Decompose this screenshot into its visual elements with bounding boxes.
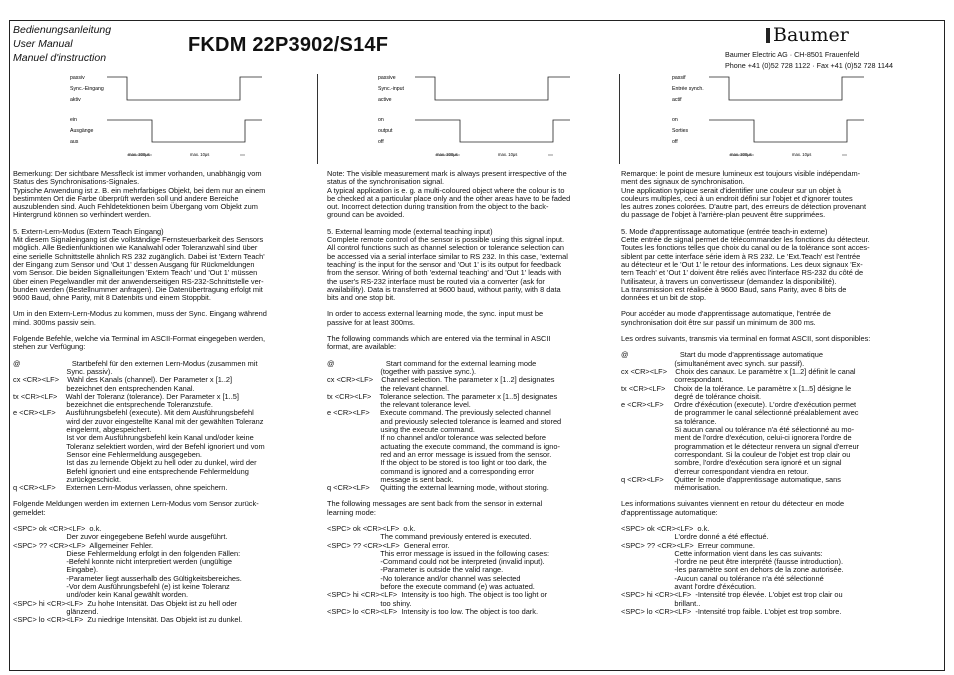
- output-signal-line: [709, 120, 864, 142]
- diagram-label: on: [672, 117, 678, 123]
- sync-signal-line: [415, 77, 570, 100]
- text-column-en: [327, 170, 570, 616]
- diagram-label: on: [378, 117, 384, 123]
- paragraph: 5. External learning mode (external teaching input) Complete remote control of the sensor is possible using this signal input. All control functions such as channel selection or tolerance selection can be accessed via a serial interface similar to RS 232. In this case, 'external teaching' is the input for the sensor and 'Out 1' is its output for feedback from the sensor. Wiring of both 'external teaching' and 'Out 1' leads with the user's RS-232 interface must be routed via a converter (ask for availability). Data is transferred at 9600 baud, without parity, with 8 data bits and one stop bit.: [327, 226, 568, 303]
- diagram-label: output: [378, 128, 393, 134]
- brand-logo-bar: [766, 28, 770, 43]
- timing-diagram-fr: [664, 70, 894, 165]
- paragraph: <SPC> ok <CR><LF> o.k. Der zuvor eingegebene Befehl wurde ausgeführt. <SPC> ?? <CR><LF> Allgemeiner Fehler. Diese Fehlermeldung erfolgt in den folgenden Fällen: -Befehl konnte nicht interpretiert werden (ungültige Eingabe). -Parameter liegt ausserhalb des Gültigkeitsbereiches. -Vor dem Ausführungsbefehl (e) ist keine Toleranz und/oder kein Kanal gewählt worden. <SPC> hi <CR><LF> Zu hohe Intensität. Das Objekt ist zu hell oder glänzend. <SPC> lo <CR><LF> Zu niedrige Intensität. Das Objekt ist zu dunkel.: [13, 523, 243, 625]
- diagram-label: aktiv: [70, 97, 81, 103]
- paragraph: @ Start command for the external learning mode (together with passive sync.). cx <CR><LF> Channel selection. The parameter x [1..2] designates the relevant channel. tx <CR><LF> Tolerance selection. The parameter x [1..5] designates the relevant tolerance level. e <CR><LF> Execute command. The previously selected channel and previously selected tolerance is learned and stored using the execute command. If no channel and/or tolerance was selected before actuating the execute command, the command is igno- red and an error message is issued from the sensor. If the object to be stored is too light or too dark, the command is ignored and a corresponding error message is sent back. q <CR><LF> Quitting the external learning mode, without storing.: [327, 358, 562, 493]
- diagram-label: active: [378, 97, 392, 103]
- timing-diagram-svg: [62, 70, 292, 165]
- delay-label-1: max. 300μs: [436, 152, 458, 157]
- diagram-label: passif: [672, 75, 686, 81]
- diagram-label: ein: [70, 117, 77, 123]
- timing-diagram-de: [62, 70, 292, 165]
- brand-logo: Baumer: [773, 24, 849, 46]
- paragraph: Folgende Befehle, welche via Terminal im ASCII-Format eingegeben werden, stehen zur Verfügung:: [13, 334, 266, 352]
- lang-fr: Manuel d'instruction: [13, 52, 107, 64]
- diagram-label: Sync.-Eingang: [70, 86, 104, 92]
- paragraph: 5. Extern-Lern-Modus (Extern Teach Eingang) Mit diesem Signaleingang ist die vollständige Fernsteuerbarkeit des Sensors möglich. Alle Bedienfunktionen wie Kanalwahl oder Toleranzwahl sind über eine serielle Schnittstelle ähnlich RS 232 zugänglich. Dabei ist 'Extern Teach' der Eingang zum Sensor und 'Out 1' dessen Ausgang für Rückmeldungen vom Sensor. Die beiden Signalleitungen 'Extern Teach' und 'Out 1' müssen über einen Pegelwandler mit der anwenderseitigen RS-232-Schnittstelle ver- bunden werden (Bestellnummer anfragen). Die Datenübertragung erfolgt mit 9600 Baud, ohne Parity, mit 8 Datenbits und einem Stoppbit.: [13, 226, 265, 303]
- delay-label-2: max. 10μs: [190, 152, 210, 157]
- paragraph: Folgende Meldungen werden im externen Lern-Modus vom Sensor zurück- gemeldet:: [13, 499, 259, 517]
- paragraph: Remarque: le point de mesure lumineux est toujours visible indépendam- ment des signaux de synchronisation. Une application typique serait d'identifier une couleur sur un objet à couleurs multiples, ceci à un endroit défini sur l'objet et d'ignorer toutes les autres zones colorées. D'autre part, des erreurs de détection provenant du passage de l'objet à l'arrière-plan peuvent être supprimées.: [621, 169, 867, 220]
- lang-en: User Manual: [13, 38, 73, 50]
- delay-label-1: max. 300μs: [128, 152, 150, 157]
- diagram-label: aus: [70, 139, 79, 145]
- diagram-label: off: [672, 139, 678, 145]
- diagram-label: Entrée synch.: [672, 86, 704, 92]
- output-signal-line: [107, 120, 262, 142]
- column-divider: [317, 74, 318, 164]
- lang-de: Bedienungsanleitung: [13, 24, 112, 36]
- paragraph: Les ordres suivants, transmis via terminal en format ASCII, sont disponibles:: [621, 334, 871, 344]
- paragraph: In order to access external learning mode, the sync. input must be passive for at least 300ms.: [327, 309, 544, 327]
- diagram-label: actif: [672, 97, 682, 103]
- paragraph: <SPC> ok <CR><LF> o.k. L'ordre donné a été effectué. <SPC> ?? <CR><LF> Erreur commune. Cette information vient dans les cas suivants: -l'ordre ne peut être interprété (fausse introduction). -les paramètre sont en dehors de la zone autorisée. -Aucun canal ou tolérance n'a été sélectionné avant l'ordre d'éxécution. <SPC> hi <CR><LF> -Intensité trop élevée. L'objet est trop clair ou brillant.. <SPC> lo <CR><LF> -Intensité trop faible. L'objet est trop sombre.: [621, 523, 844, 616]
- diagram-label: off: [378, 139, 384, 145]
- delay-label-2: max. 10μs: [792, 152, 812, 157]
- document-title: FKDM 22P3902/S14F: [188, 34, 389, 56]
- diagram-label: passiv: [70, 75, 85, 81]
- sync-signal-line: [107, 77, 262, 100]
- output-signal-line: [415, 120, 570, 142]
- paragraph: Bemerkung: Der sichtbare Messfleck ist immer vorhanden, unabhängig vom Status des Synchronisations-Signales. Typische Anwendung ist z. B. ein mehrfarbiges Objekt, bei dem nur an einem bestimmten Ort die Farbe überprüft werden soll und andere Bereiche auszublenden sind. Auch Fehldetektionen beim Übergang vom Objekt zum Hintergrund können so verhindert werden.: [13, 169, 266, 220]
- paragraph: Les informations suivantes viennent en retour du détecteur en mode d'apprentissage automatique:: [621, 499, 845, 517]
- paragraph: Um in den Extern-Lern-Modus zu kommen, muss der Sync. Eingang während mind. 300ms passiv sein.: [13, 309, 267, 327]
- diagram-label: Ausgänge: [70, 128, 94, 134]
- paragraph: Note: The visible measurement mark is always present irrespective of the status of the synchronisation signal. A typical application is e. g. a multi-coloured object where the colour is to be checked at a particular place only and the other areas have to be faded out. Incorrect detection during transition from the object to the back- ground can be avoided.: [327, 169, 571, 220]
- delay-label-1: max. 300μs: [730, 152, 752, 157]
- text-column-de: [13, 170, 267, 625]
- timing-diagram-svg: [664, 70, 894, 165]
- company-phone: Phone +41 (0)52 728 1122 · Fax +41 (0)52 728 1144: [725, 61, 893, 70]
- paragraph: @ Startbefehl für den externen Lern-Modus (zusammen mit Sync. passiv). cx <CR><LF> Wahl des Kanals (channel). Der Parameter x [1..2] bezeichnet den entsprechenden Kanal. tx <CR><LF> Wahl der Toleranz (tolerance). Der Parameter x [1..5] bezeichnet die entsprechende Toleranzstufe. e <CR><LF> Ausführungsbefehl (execute). Mit dem Ausführungsbefehl wird der zuvor eingestellte Kanal mit der gewählten Toleranz eingelernt, abgespeichert. Ist vor dem Ausführungsbefehl kein Kanal und/oder keine Toleranz selektiert worden, wird der Befehl ignoriert und vom Sensor eine Fehlermeldung ausgegeben. Ist das zu lernende Objekt zu hell oder zu dunkel, wird der Befehl ignoriert und eine entsprechende Fehlermeldung zurückgeschickt. q <CR><LF> Externen Lern-Modus verlassen, ohne speichern.: [13, 358, 265, 493]
- sync-signal-line: [709, 77, 864, 100]
- diagram-label: Sorties: [672, 128, 689, 134]
- paragraph: 5. Mode d'apprentissage automatique (entrée teach-in externe) Cette entrée de signal permet de télécommander les fonctions du détecteur. Toutes les fonctions telles que choix du canal ou de la tolérance sont acces- siblent par cette interface série idem à RS 232. Le 'Ext.Teach' est l'entrée au détecteur et le 'Out 1' le retour des informations. Les deux signaux 'Ex- tern Teach' et 'Out 1' doivent être reliés avec l'interface RS-232 du côté de l'utilisateur, à travers un convertisseur (demandez la disponibilité). La transmission est réalisée à 9600 Baud, sans Parity, avec 8 bits de données et un bit de stop.: [621, 226, 870, 303]
- delay-label-2: max. 10μs: [498, 152, 518, 157]
- paragraph: The following commands which are entered via the terminal in ASCII format, are available:: [327, 334, 551, 352]
- diagram-label: Sync.-input: [378, 86, 404, 92]
- diagram-label: passive: [378, 75, 396, 81]
- paragraph: The following messages are sent back from the sensor in external learning mode:: [327, 499, 543, 517]
- timing-diagram-svg: [370, 70, 600, 165]
- timing-diagram-en: [370, 70, 600, 165]
- paragraph: <SPC> ok <CR><LF> o.k. The command previously entered is executed. <SPC> ?? <CR><LF> General error. This error message is issued in the following cases: -Command could not be interpreted (invalid input). -Parameter is outside the valid range. -No tolerance and/or channel was selected before the execute command (e) was actuated. <SPC> hi <CR><LF> Intensity is too high. The object is too light or too shiny. <SPC> lo <CR><LF> Intensity is too low. The object is too dark.: [327, 523, 550, 616]
- company-address: Baumer Electric AG · CH-8501 Frauenfeld: [725, 50, 860, 59]
- text-column-fr: [621, 170, 870, 616]
- column-divider: [619, 74, 620, 164]
- paragraph: @ Start du mode d'apprentissage automatique (simultanément avec synch. sur passif). cx <CR><LF> Choix des canaux. Le paramètre x [1..2] définit le canal correspondant. tx <CR><LF> Choix de la tolérance. Le paramètre x [1..5] désigne le degré de tolérance choisit. e <CR><LF> Ordre d'éxécution (execute). L'ordre d'exécution permet de programmer le canal sélectionné préalablement avec sa tolérance. Si aucun canal ou tolérance n'a été sélectionné au mo- ment de l'ordre d'exécution, celui-ci ignorera l'ordre de programmation et le détecteur renvera un signal d'erreur correspondant. Si la couleur de l'objet est trop clair ou sombre, l'ordre d'exécution sera ignoré et un signal d'erreur correspondant viendra en retour. q <CR><LF> Quitter le mode d'apprentissage automatique, sans mémorisation.: [621, 350, 860, 493]
- paragraph: Pour accéder au mode d'apprentissage automatique, l'entrée de synchronisation doit être sur passif un minimum de 300 ms.: [621, 309, 831, 327]
